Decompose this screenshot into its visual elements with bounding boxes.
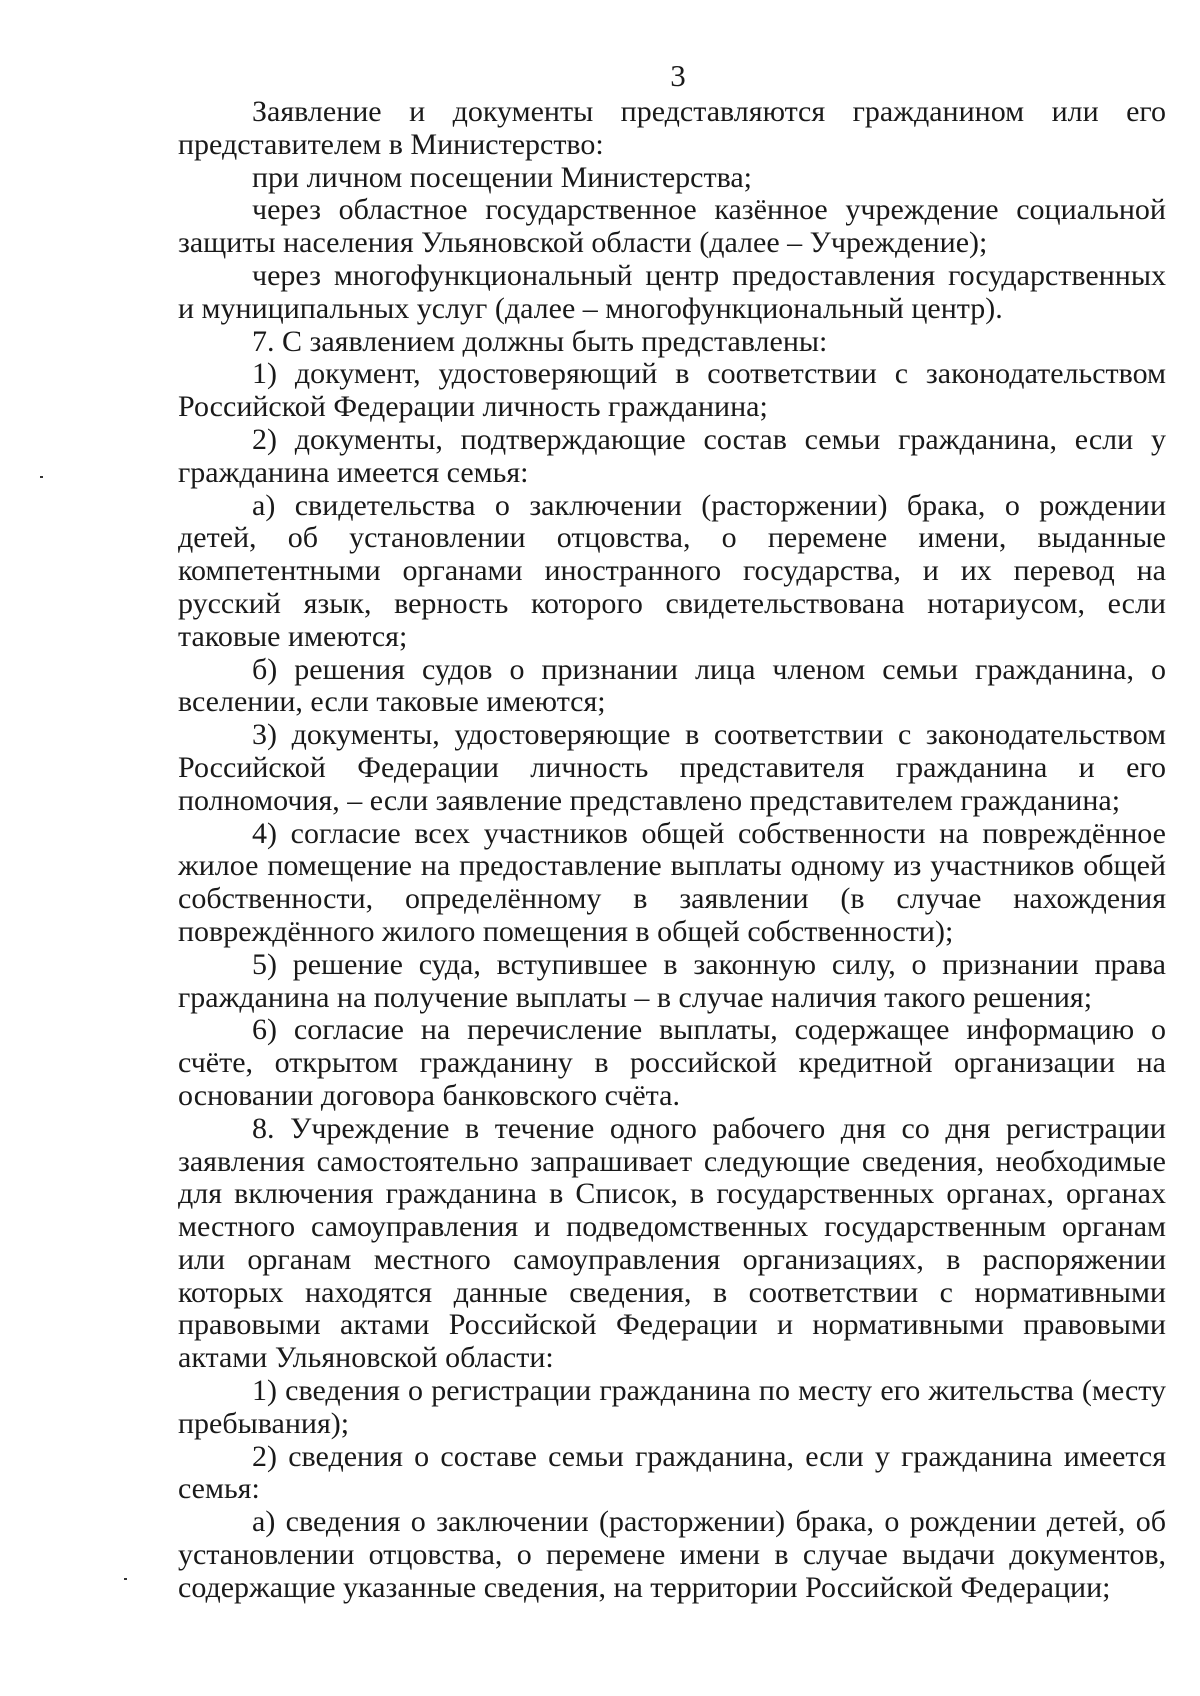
paragraph-in-person: при личном посещении Министерства; xyxy=(252,160,752,194)
paragraph-7-4: 4) согласие всех участников общей собственности на повреждённое жилое помещение на предоставление выплаты одному из участников общей собственности, определённому в заявлении (в случае нахождения повреждённого жилого помещения в общей собственности); xyxy=(178,816,1166,948)
paragraph-7-2-a: а) свидетельства о заключении (расторжении) брака, о рождении детей, об установлении отцовства, о перемене имени, выданные компетентными органами иностранного государства, и их перевод на русский язык, верность которого свидетельствована нотариусом, если таковые имеются; xyxy=(178,488,1166,653)
scan-speck xyxy=(40,476,43,478)
paragraph-8-1: 1) сведения о регистрации гражданина по месту его жительства (месту пребывания); xyxy=(178,1374,1166,1440)
paragraph-8-2-a: а) сведения о заключении (расторжении) брака, о рождении детей, об установлении отцовства, о перемене имени в случае выдачи документов, содержащие указанные сведения, на территории Российской Федерации; xyxy=(178,1505,1166,1604)
paragraph-via-mfc: через многофункциональный центр предоставления государственных и муниципальных услуг (далее – многофункциональный центр). xyxy=(178,258,1166,325)
paragraph-section-8: 8. Учреждение в течение одного рабочего дня со дня регистрации заявления самостоятельно запрашивает следующие сведения, необходимые для включения гражданина в Список, в государственных органах, органах местного самоуправления и подведомственных государственным органам или органам местного самоуправления организациях, в распоряжении которых находятся данные сведения, в соответствии с нормативными правовыми актами Российской Федерации и нормативными правовыми актами Ульяновской области: xyxy=(178,1111,1166,1375)
paragraph-7-2-b: б) решения судов о признании лица членом семьи гражданина, о вселении, если таковые имеются; xyxy=(178,652,1166,719)
paragraph-7-6: 6) согласие на перечисление выплаты, содержащее информацию о счёте, открытом гражданину в российской кредитной организации на основании договора банковского счёта. xyxy=(178,1013,1166,1112)
paragraph-7-5: 5) решение суда, вступившее в законную силу, о признании права гражданина на получение выплаты – в случае наличия такого решения; xyxy=(178,947,1166,1014)
paragraph-via-institution: через областное государственное казённое учреждение социальной защиты населения Ульяновской области (далее – Учреждение); xyxy=(178,193,1166,260)
paragraph-7-3: 3) документы, удостоверяющие в соответствии с законодательством Российской Федерации личность представителя гражданина и его полномочия, – если заявление представлено представителем гражданина; xyxy=(178,718,1166,817)
paragraph-7-2: 2) документы, подтверждающие состав семьи гражданина, если у гражданина имеется семья: xyxy=(178,422,1166,489)
scan-speck xyxy=(124,1578,127,1580)
page-number: 3 xyxy=(670,58,686,93)
document-body xyxy=(178,96,1166,1605)
paragraph-8-2: 2) сведения о составе семьи гражданина, если у гражданина имеется семья: xyxy=(178,1439,1166,1506)
paragraph-section-7: 7. С заявлением должны быть представлены: xyxy=(252,324,828,358)
paragraph-submission-intro: Заявление и документы представляются гражданином или его представителем в Министерство: xyxy=(178,95,1166,161)
paragraph-7-1: 1) документ, удостоверяющий в соответствии с законодательством Российской Федерации личность гражданина; xyxy=(178,357,1166,424)
